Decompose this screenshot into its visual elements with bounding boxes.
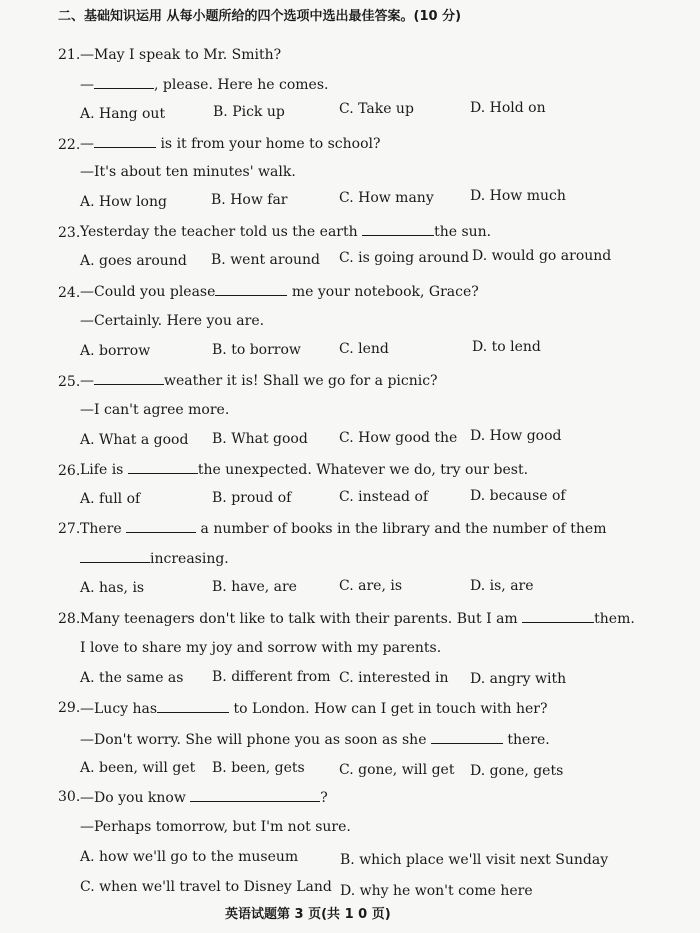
option-d: D. angry with <box>470 671 567 687</box>
option-d: D. How good <box>470 428 562 444</box>
question-number: 21. <box>58 47 81 63</box>
option-c: C. when we'll travel to Disney Land <box>80 879 332 895</box>
question-line: —Don't worry. She will phone you as soon as she there. <box>80 732 550 748</box>
question-line: There a number of books in the library and the number of them <box>80 521 607 537</box>
question-line: —Do you know ? <box>80 790 328 806</box>
answer-blank[interactable] <box>190 789 320 802</box>
question-number: 30. <box>58 789 81 805</box>
option-a: A. the same as <box>80 670 184 686</box>
question-line: —Could you please me your notebook, Grace? <box>80 284 479 300</box>
answer-blank[interactable] <box>126 520 196 533</box>
option-b: B. different from <box>212 669 331 685</box>
question-number: 23. <box>58 225 81 241</box>
question-line: increasing. <box>80 550 229 567</box>
question-number: 29. <box>58 700 81 716</box>
question-line: — is it from your home to school? <box>80 136 381 152</box>
question-line: Many teenagers don't like to talk with their parents. But I am them. <box>80 611 635 627</box>
question-number: 26. <box>58 463 81 479</box>
question-line: Life is the unexpected. Whatever we do, try our best. <box>80 462 529 478</box>
option-d: D. to lend <box>472 339 541 355</box>
answer-blank[interactable] <box>522 610 594 623</box>
option-b: B. Pick up <box>213 104 285 120</box>
option-d: D. How much <box>470 188 566 204</box>
question-line: —May I speak to Mr. Smith? <box>80 47 282 63</box>
option-a: A. been, will get <box>80 760 196 776</box>
option-c: C. gone, will get <box>339 762 455 778</box>
option-b: B. How far <box>211 192 288 208</box>
option-a: A. how we'll go to the museum <box>80 849 299 865</box>
question-number: 27. <box>58 521 81 537</box>
option-d: D. why he won't come here <box>340 883 533 899</box>
option-c: C. interested in <box>339 670 449 686</box>
question-line: —It's about ten minutes' walk. <box>80 164 296 180</box>
option-d: D. Hold on <box>470 100 546 116</box>
option-a: A. full of <box>80 491 141 507</box>
option-b: B. proud of <box>212 490 292 506</box>
option-c: C. How many <box>339 190 434 206</box>
option-c: C. How good the <box>339 430 458 446</box>
option-c: C. lend <box>339 341 389 357</box>
answer-blank[interactable] <box>157 700 229 713</box>
page-footer: 英语试题第 3 页(共 1 0 页) <box>225 907 391 922</box>
option-c: C. Take up <box>339 101 414 117</box>
option-b: B. to borrow <box>212 342 301 358</box>
answer-blank[interactable] <box>431 731 503 744</box>
option-b: B. have, are <box>212 579 297 595</box>
option-d: D. because of <box>470 488 566 504</box>
option-c: C. instead of <box>339 489 429 505</box>
question-line: —Lucy has to London. How can I get in touch with her? <box>80 701 548 717</box>
question-number: 24. <box>58 285 81 301</box>
answer-blank[interactable] <box>362 223 434 236</box>
answer-blank[interactable] <box>215 283 287 296</box>
section-title: 二、基础知识运用 从每小题所给的四个选项中选出最佳答案。(10 分) <box>58 9 462 24</box>
answer-blank[interactable] <box>94 135 156 148</box>
option-a: A. borrow <box>80 343 151 359</box>
question-line: —Perhaps tomorrow, but I'm not sure. <box>80 819 351 835</box>
answer-blank[interactable] <box>128 461 198 474</box>
question-number: 22. <box>58 137 81 153</box>
option-a: A. goes around <box>80 253 187 269</box>
option-c: C. is going around <box>339 250 469 266</box>
option-b: B. went around <box>211 252 321 268</box>
option-d: D. would go around <box>472 248 612 264</box>
answer-blank[interactable] <box>80 550 150 563</box>
question-number: 28. <box>58 611 81 627</box>
option-a: A. What a good <box>80 432 189 448</box>
option-b: B. What good <box>212 431 308 447</box>
question-line: — weather it is! Shall we go for a picnic? <box>80 373 438 389</box>
option-b: B. which place we'll visit next Sunday <box>340 852 609 868</box>
answer-blank[interactable] <box>94 372 164 385</box>
question-line: I love to share my joy and sorrow with my parents. <box>80 640 442 656</box>
question-number: 25. <box>58 374 81 390</box>
option-b: B. been, gets <box>212 760 305 776</box>
option-d: D. is, are <box>470 578 534 594</box>
option-d: D. gone, gets <box>470 763 564 779</box>
question-line: —Certainly. Here you are. <box>80 313 265 329</box>
option-a: A. Hang out <box>80 106 166 122</box>
option-a: A. has, is <box>80 580 145 596</box>
answer-blank[interactable] <box>94 76 154 89</box>
question-line: —I can't agree more. <box>80 402 230 418</box>
option-a: A. How long <box>80 194 167 210</box>
question-line: Yesterday the teacher told us the earth the sun. <box>80 224 492 240</box>
question-line: — , please. Here he comes. <box>80 77 329 93</box>
option-c: C. are, is <box>339 578 402 594</box>
